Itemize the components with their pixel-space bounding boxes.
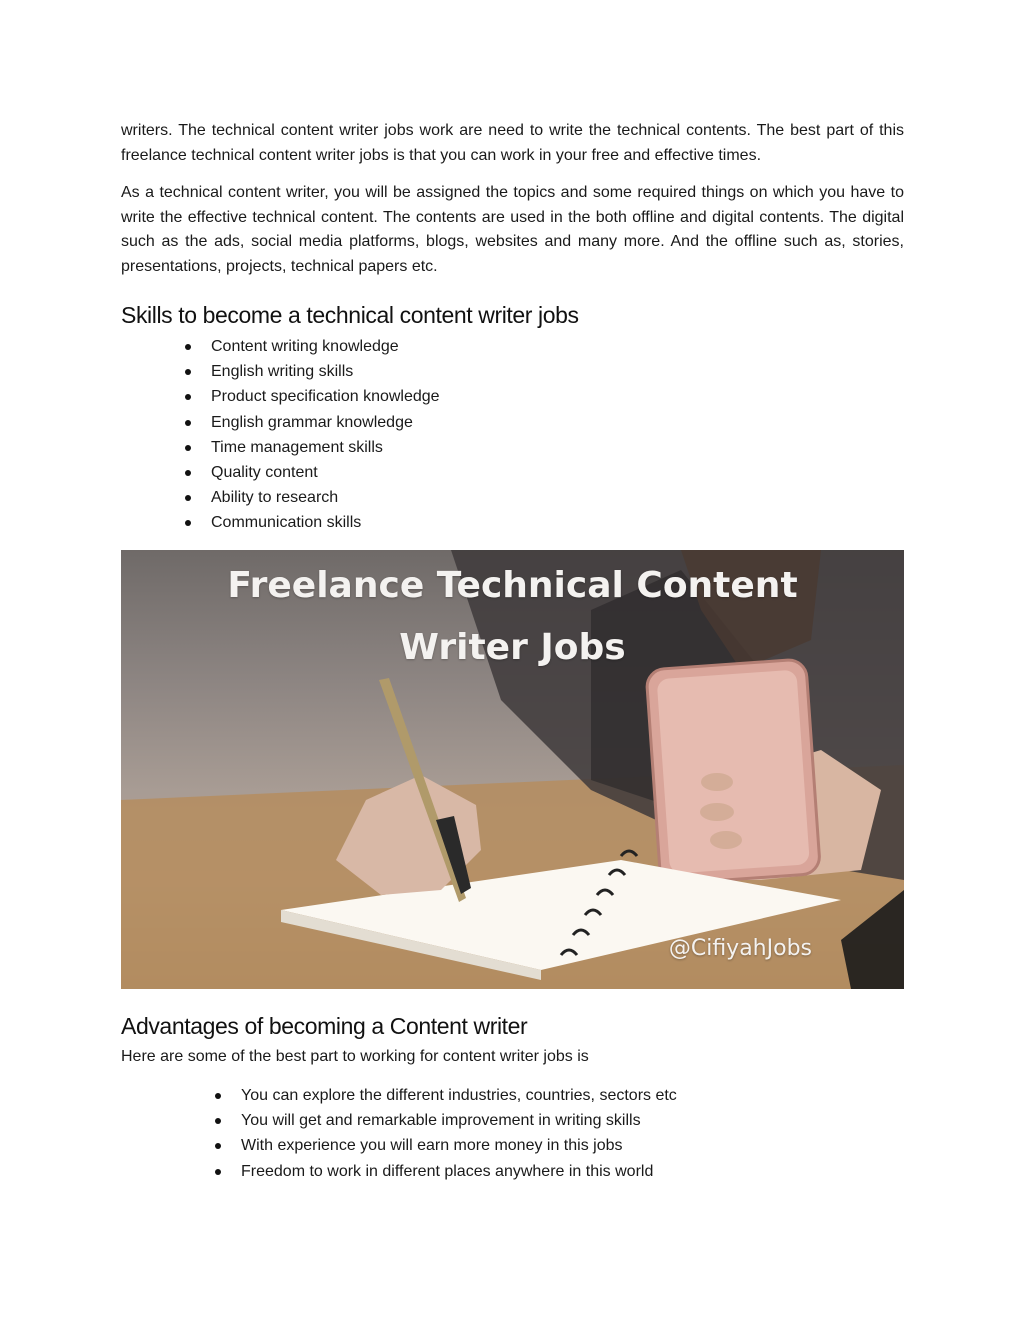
image-credit: @CifiyahJobs — [668, 936, 812, 961]
skills-heading: Skills to become a technical content writer jobs — [121, 302, 579, 328]
list-item: English writing skills — [211, 359, 440, 384]
image-title-line-2: Writer Jobs — [399, 627, 626, 668]
advantages-list — [241, 1083, 677, 1184]
list-item: Product specification knowledge — [211, 384, 440, 409]
image-title-line-1: Freelance Technical Content — [227, 565, 798, 606]
list-item: You can explore the different industries, countries, sectors etc — [241, 1083, 677, 1108]
list-item: Freedom to work in different places anywhere in this world — [241, 1159, 677, 1184]
list-item: Time management skills — [211, 435, 440, 460]
list-item: Communication skills — [211, 510, 440, 535]
list-item: Quality content — [211, 460, 440, 485]
list-item: With experience you will earn more money in this jobs — [241, 1133, 677, 1158]
advantages-intro: Here are some of the best part to working for content writer jobs is — [121, 1048, 589, 1065]
feature-image — [121, 550, 904, 989]
list-item: You will get and remarkable improvement in writing skills — [241, 1108, 677, 1133]
paragraph-role: As a technical content writer, you will be assigned the topics and some required things on which you have to write the effective technical content. The contents are used in the both offline and digital contents. The digital such as the ads, social media platforms, blogs, websites and many more. And the offline such as, stories, presentations, projects, technical papers etc. — [121, 184, 904, 275]
skills-list — [211, 334, 440, 536]
list-item: Content writing knowledge — [211, 334, 440, 359]
list-item: Ability to research — [211, 485, 440, 510]
advantages-heading: Advantages of becoming a Content writer — [121, 1013, 528, 1039]
list-item: English grammar knowledge — [211, 410, 440, 435]
image-title — [121, 555, 904, 679]
paragraph-intro: writers. The technical content writer jobs work are need to write the technical contents. The best part of this freelance technical content writer jobs is that you can work in your free and effective times. — [121, 122, 904, 164]
